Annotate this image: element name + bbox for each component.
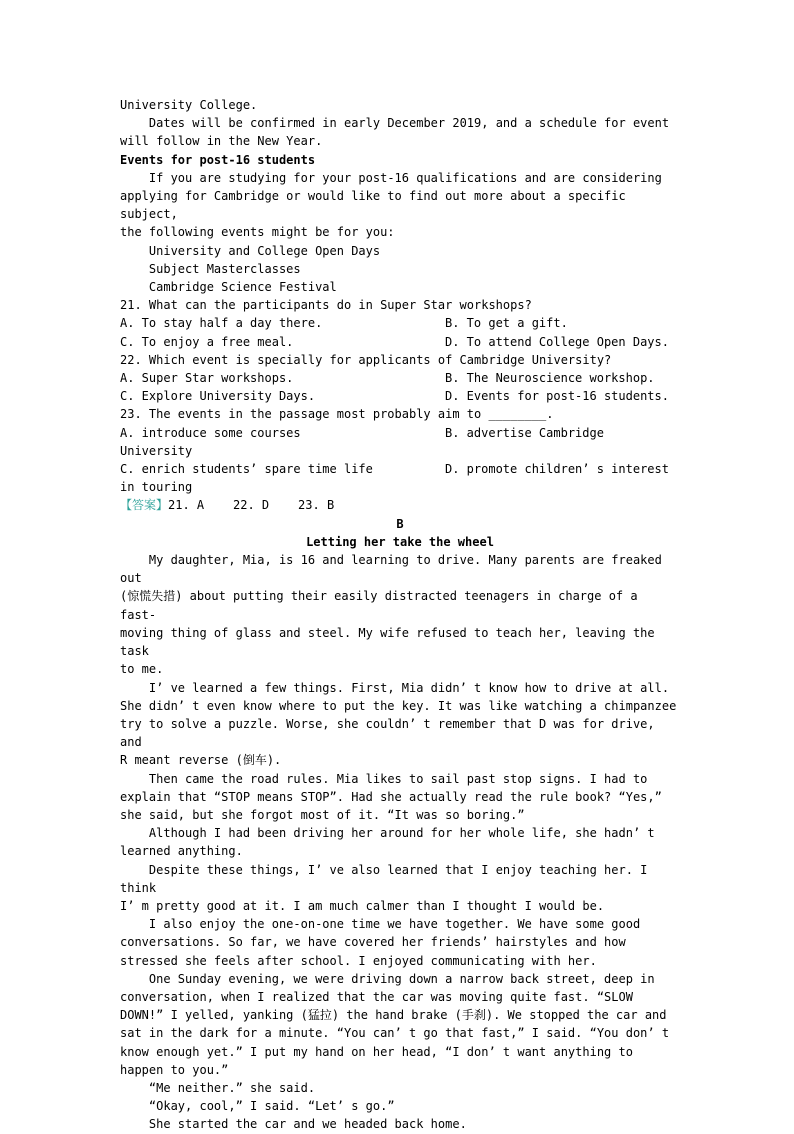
text-line: learned anything. (120, 844, 243, 859)
text-line: “Okay, cool,” I said. “Let’ s go.” (120, 1099, 395, 1114)
option-row (120, 460, 680, 478)
text-line: I also enjoy the one-on-one time we have together. We have some good (120, 917, 641, 932)
text-line: Then came the road rules. Mia likes to sail past stop signs. I had to (120, 771, 648, 786)
text-line: in touring (120, 480, 193, 495)
option-right: D. To attend College Open Days. (445, 334, 669, 349)
section-heading: Events for post-16 students (120, 152, 316, 167)
text-line: I’ ve learned a few things. First, Mia didn’ t know how to drive at all. (120, 680, 670, 695)
option-right: D. promote children’ s interest (445, 462, 669, 477)
text-line: 23. The events in the passage most probably aim to ________. (120, 407, 554, 422)
option-left: C. Explore University Days. (120, 389, 316, 404)
text-line: explain that “STOP means STOP”. Had she actually read the rule book? “Yes,” (120, 789, 662, 804)
text-line: she said, but she forgot most of it. “It was so boring.” (120, 807, 525, 822)
text-line: moving thing of glass and steel. My wife refused to teach her, leaving the task (120, 625, 662, 659)
text-line: University (120, 443, 193, 458)
text-line: Dates will be confirmed in early December 2019, and a schedule for event (120, 116, 670, 131)
option-left: A. Super Star workshops. (120, 371, 294, 386)
document-content (120, 96, 680, 1134)
text-line: 22. Which event is specially for applicants of Cambridge University? (120, 352, 612, 367)
text-line: try to solve a puzzle. Worse, she couldn’ t remember that D was for drive, and (120, 716, 662, 750)
text-line: DOWN!” I yelled, yanking (猛拉) the hand brake (手刹). We stopped the car and (120, 1008, 667, 1023)
text-line: My daughter, Mia, is 16 and learning to drive. Many parents are freaked out (120, 553, 670, 586)
option-row (120, 314, 680, 332)
text-line: If you are studying for your post-16 qualifications and are considering (120, 170, 662, 185)
text-line: She started the car and we headed back home. (120, 1117, 467, 1132)
text-line: applying for Cambridge or would like to find out more about a specific subject, (120, 189, 633, 222)
option-left: A. introduce some courses (120, 425, 301, 440)
answer-label: 【答案】 (120, 498, 169, 513)
text-line: the following events might be for you: (120, 225, 395, 240)
text-line: Subject Masterclasses (120, 261, 301, 276)
text-line: 21. What can the participants do in Super Star workshops? (120, 298, 532, 313)
answer-line (120, 496, 680, 514)
option-right: B. To get a gift. (445, 316, 568, 331)
answer-text: 21. A 22. D 23. B (168, 498, 335, 513)
text-line: stressed she feels after school. I enjoyed communicating with her. (120, 953, 597, 968)
text-line: (惊慌失措) about putting their easily distracted teenagers in charge of a fast- (120, 589, 645, 622)
text-line: “Me neither.” she said. (120, 1080, 316, 1095)
text-line: I’ m pretty good at it. I am much calmer than I thought I would be. (120, 898, 605, 913)
text-line: sat in the dark for a minute. “You can’ t go that fast,” I said. “You don’ t (120, 1026, 670, 1041)
text-line: Although I had been driving her around for her whole life, she hadn’ t (120, 826, 655, 841)
centered-heading: B (396, 516, 404, 531)
text-line: University College. (120, 98, 258, 112)
option-right: B. The Neuroscience workshop. (445, 371, 655, 386)
text-line: conversation, when I realized that the car was moving quite fast. “SLOW (120, 989, 633, 1004)
option-left: C. enrich students’ spare time life (120, 462, 373, 477)
option-row (120, 424, 680, 442)
option-row (120, 387, 680, 405)
text-line: R meant reverse (倒车). (120, 753, 282, 768)
text-line: Cambridge Science Festival (120, 280, 337, 295)
option-left: C. To enjoy a free meal. (120, 334, 294, 349)
text-line: One Sunday evening, we were driving down a narrow back street, deep in (120, 971, 655, 986)
centered-heading: Letting her take the wheel (306, 534, 494, 549)
text-line: will follow in the New Year. (120, 134, 323, 149)
option-row (120, 333, 680, 351)
option-right: B. advertise Cambridge (445, 425, 604, 440)
text-line: conversations. So far, we have covered her friends’ hairstyles and how (120, 935, 626, 950)
text-line: She didn’ t even know where to put the key. It was like watching a chimpanzee (120, 698, 677, 713)
text-line: to me. (120, 662, 164, 677)
text-line: University and College Open Days (120, 243, 381, 258)
option-right: D. Events for post-16 students. (445, 389, 669, 404)
text-line: know enough yet.” I put my hand on her head, “I don’ t want anything to (120, 1044, 633, 1059)
text-line: happen to you.” (120, 1062, 229, 1077)
option-row (120, 369, 680, 387)
option-left: A. To stay half a day there. (120, 316, 323, 331)
text-line: Despite these things, I’ ve also learned that I enjoy teaching her. I think (120, 862, 655, 895)
